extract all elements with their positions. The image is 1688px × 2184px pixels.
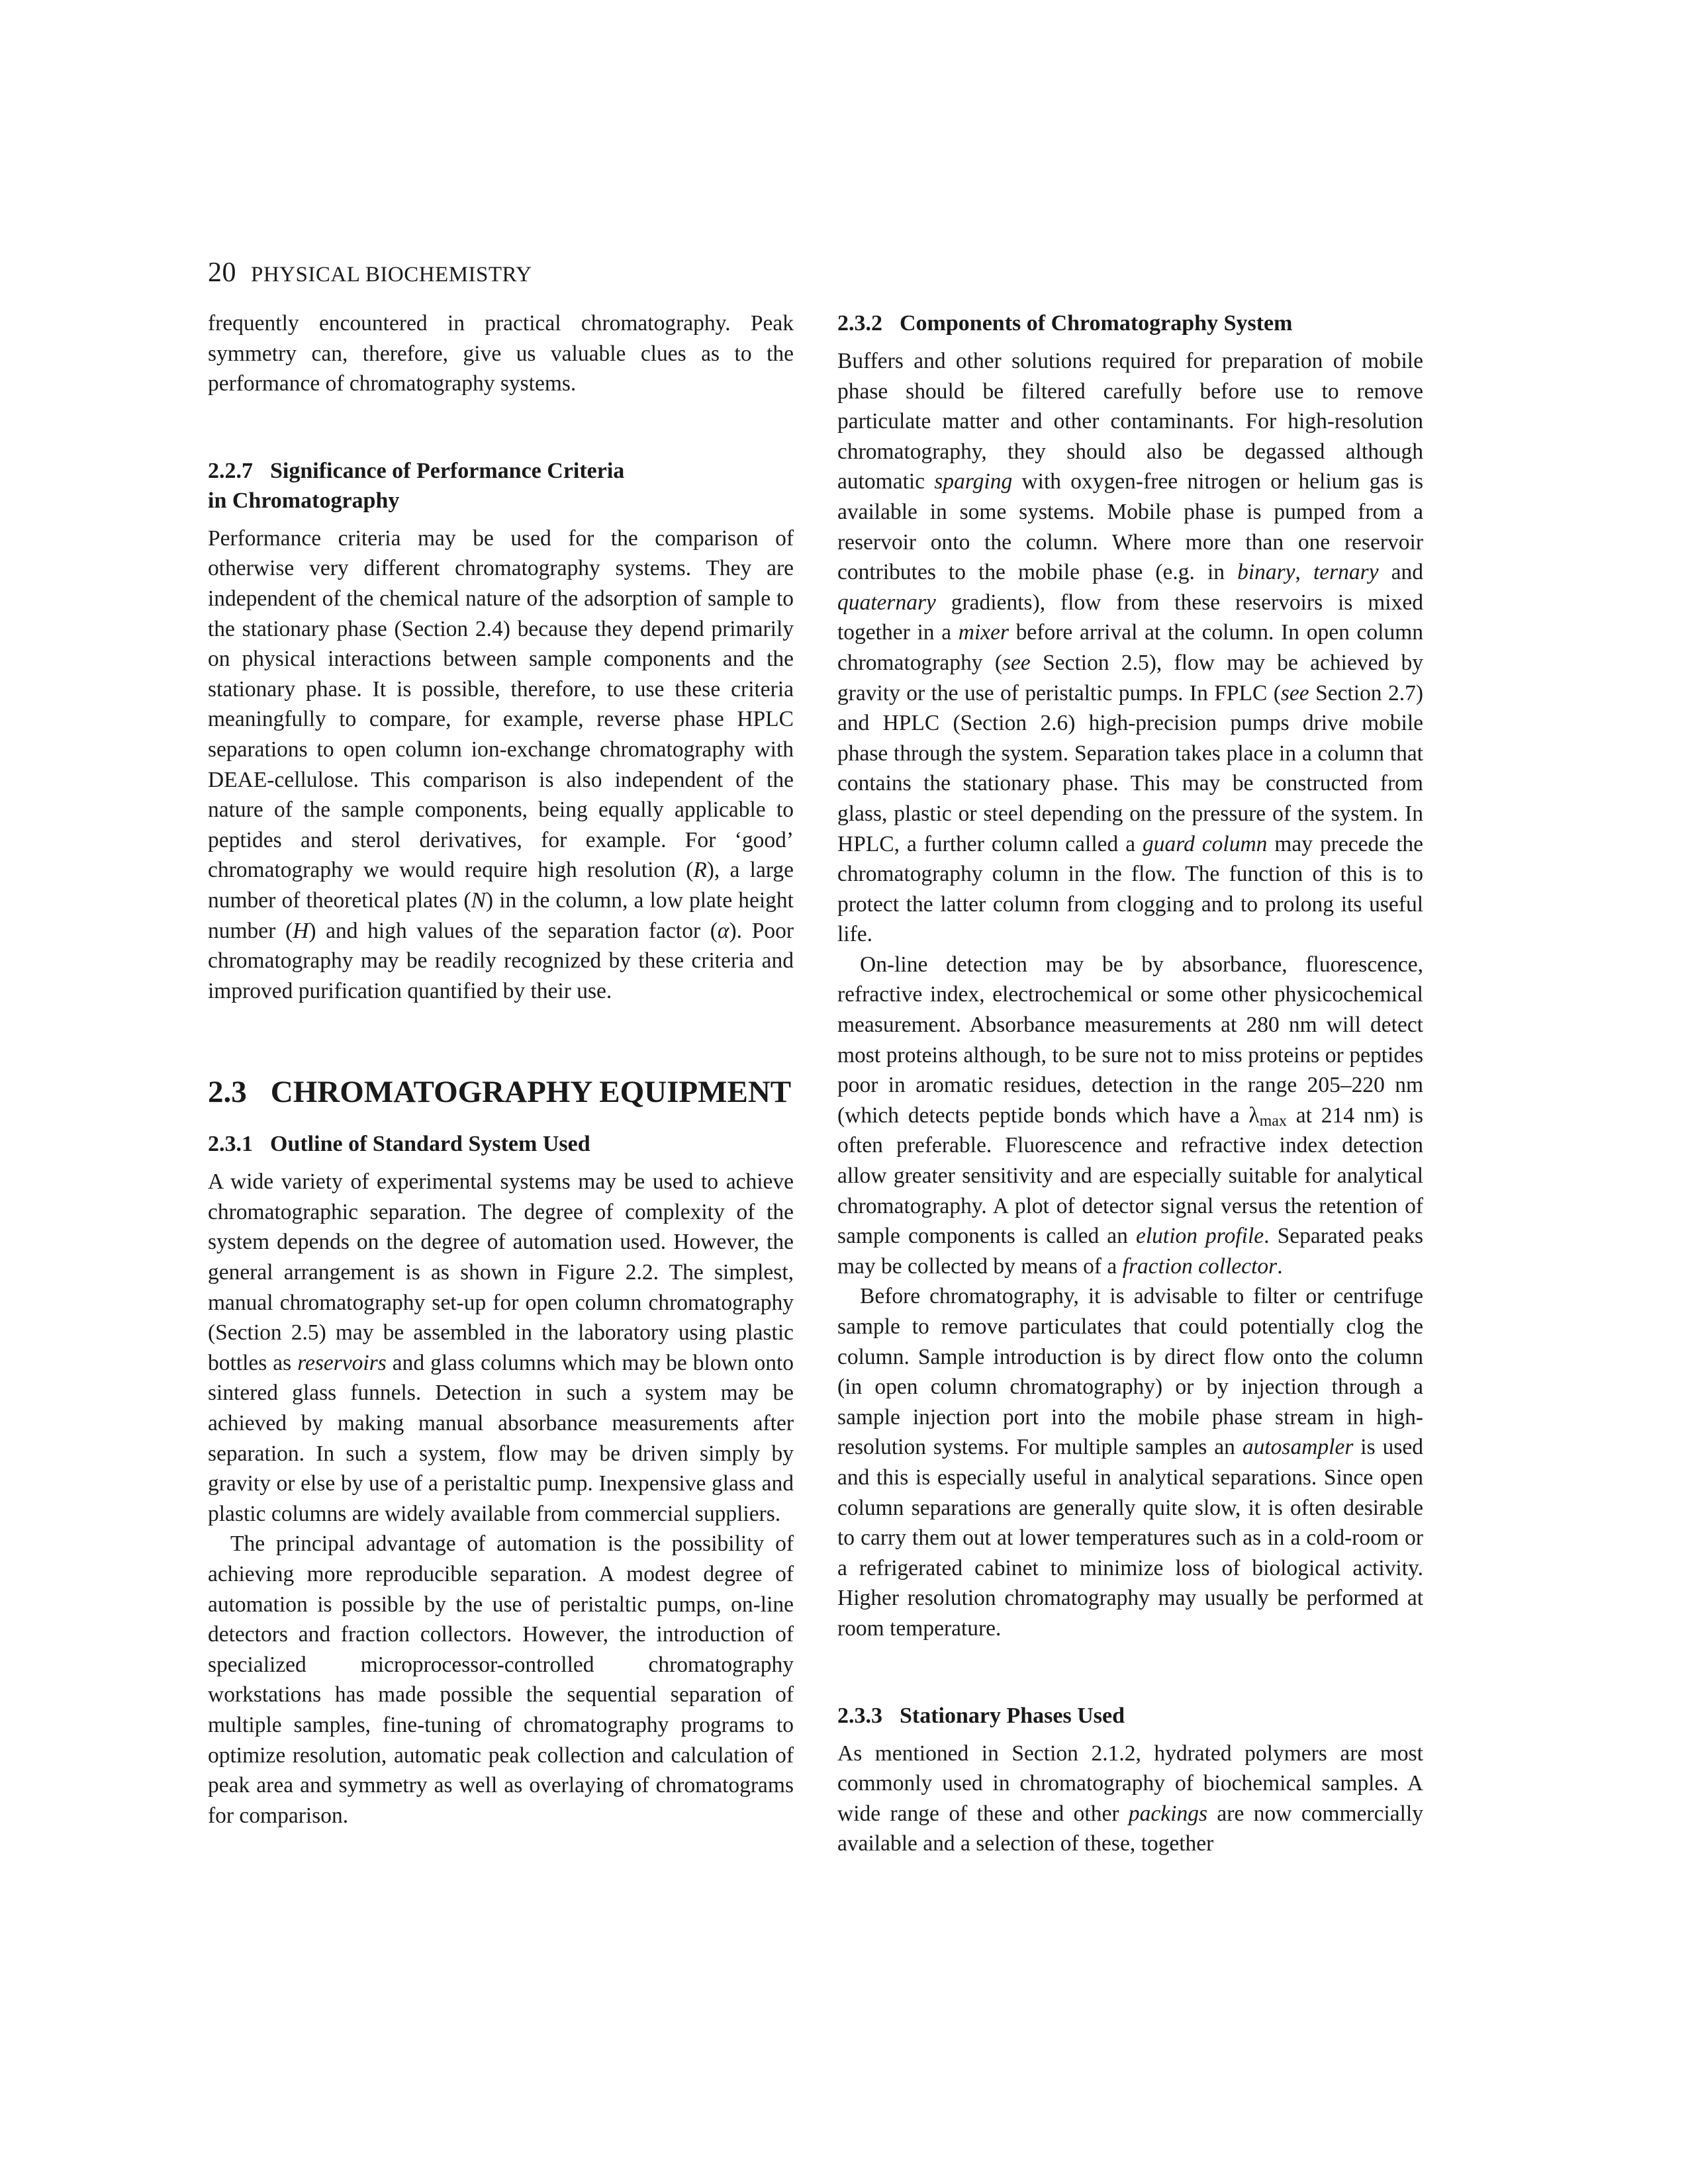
section-title: Stationary Phases Used [900, 1703, 1125, 1728]
math-H: H [293, 918, 309, 943]
term-sparging: sparging [934, 469, 1013, 494]
text-run: ) in the column, a low plate height number ( [208, 887, 794, 943]
subscript-max: max [1259, 1112, 1287, 1130]
running-head [208, 257, 532, 289]
section-number: 2.3.1 [208, 1132, 253, 1157]
text-run: . [1277, 1253, 1283, 1279]
text-run: are now commercially available and a selection of these, together [837, 1801, 1423, 1856]
text-run: A wide variety of experimental systems may be used to achieve chromatographic separation. The degree of complexity of the system depends on the degree of automation used. However, the general arrangement is as shown in Figure 2.2. The simplest, manual chromatography set-up for open column chromatography (Section 2.5) may be assembled in the laboratory using plastic bottles as [208, 1169, 794, 1375]
text-run: gradients), flow from these reservoirs is mixed together in a [837, 590, 1423, 645]
term-elution-profile: elution profile [1135, 1224, 1264, 1249]
paragraph-sample-introduction [837, 1281, 1423, 1643]
text-run: is used and this is especially useful in analytical separations. Since open column separations are generally quite slow, it is often desirable to carry them out at lower temperatures such as in a cold-room or a refrigerated cabinet to minimize loss of biological activity. Higher resolution chromatography may usually be performed at room temperature. [837, 1435, 1423, 1641]
text-run: ), a large number of theoretical plates ( [208, 858, 794, 913]
page-number: 20 [208, 257, 236, 288]
text-run: and [1378, 560, 1423, 585]
text-run: ). Poor chromatography may be readily recognized by these criteria and improved purification quantified by their use. [208, 918, 794, 1003]
running-title: PHYSICAL BIOCHEMISTRY [251, 263, 532, 287]
text-run: Before chromatography, it is advisable to filter or centrifuge sample to remove particulates that could potentially clog the column. Sample introduction is by direct flow onto the column (in open column chromatography) or by injection through a sample injection port into the mobile phase stream in high-resolution systems. For multiple samples an [837, 1284, 1423, 1460]
text-run: Performance criteria may be used for the comparison of otherwise very different chromatography systems. They are independent of the chemical nature of the adsorption of sample to the stationary phase (Section 2.4) because they depend primarily on physical interactions between sample components and the stationary phase. It is possible, therefore, to use these criteria meaningfully to compare, for example, reverse phase HPLC separations to open column ion-exchange chromatography with DEAE-cellulose. This comparison is also independent of the nature of the sample components, being equally applicable to peptides and sterol derivatives, for example. For ‘good’ chromatography we would require high resolution ( [208, 525, 794, 883]
section-number: 2.3.3 [837, 1703, 882, 1728]
section-title: CHROMATOGRAPHY EQUIPMENT [270, 1075, 792, 1110]
math-N: N [471, 887, 486, 913]
section-number: 2.3.2 [837, 311, 882, 336]
paragraph-components [837, 346, 1423, 950]
text-run: Buffers and other solutions required for preparation of mobile phase should be filtered carefully before use to remove particulate matter and other contaminants. For high-resolution chromatography, they should also be degassed although automatic [837, 349, 1423, 494]
term-see: see [1002, 650, 1031, 675]
paragraph-stationary-phases [837, 1739, 1423, 1859]
paragraph-continued: frequently encountered in practical chromatography. Peak symmetry can, therefore, give us valuable clues as to the performance of chromatography systems. [208, 311, 794, 396]
text-run: As mentioned in Section 2.1.2, hydrated polymers are most commonly used in chromatography of biochemical samples. A wide range of these and other [837, 1741, 1423, 1826]
text-run: at 214 nm) is often preferable. Fluorescence and refractive index detection allow greater sensitivity and are especially suitable for analytical chromatography. A plot of detector signal versus the retention of sample components is called an [837, 1103, 1423, 1249]
text-run: may precede the chromatography column in the flow. The function of this is to protect the latter column from clogging and to prolong its useful life. [837, 831, 1424, 947]
text-run: , [1295, 560, 1313, 585]
section-number: 2.3 [208, 1075, 247, 1110]
math-R: R [693, 858, 707, 883]
term-fraction-collector: fraction collector [1122, 1253, 1278, 1279]
paragraph-detection [837, 950, 1423, 1282]
section-title: Outline of Standard System Used [270, 1132, 590, 1157]
text-run: and glass columns which may be blown onto sintered glass funnels. Detection in such a system may be achieved by making manual absorbance measurements after separation. In such a system, flow may be driven simply by gravity or else by use of a peristaltic pump. Inexpensive glass and plastic columns are widely available from commercial suppliers. [208, 1350, 794, 1526]
term-binary: binary [1237, 560, 1295, 585]
term-autosampler: autosampler [1242, 1435, 1354, 1460]
text-run: On-line detection may be by absorbance, fluorescence, refractive index, electrochemical or some other physicochemical measurement. Absorbance measurements at 280 nm will detect most proteins although, to be sure not to miss proteins or peptides poor in aromatic residues, detection in the range 205–220 nm (which detects peptide bonds which have a λ [837, 952, 1423, 1128]
paragraph-performance-criteria [208, 523, 794, 1007]
text-run: before arrival at the column. In open column chromatography ( [837, 620, 1424, 675]
term-packings: packings [1128, 1801, 1208, 1826]
text-run: Section 2.5), flow may be achieved by gravity or the use of peristaltic pumps. In FPLC ( [837, 650, 1423, 705]
text-run: . Separated peaks may be collected by means of a [837, 1224, 1423, 1279]
paragraph-automation: The principal advantage of automation is the possibility of achieving more reproducible separation. A modest degree of automation is possible by the use of peristaltic pumps, on-line detectors and fraction collectors. However, the introduction of specialized microprocessor-controlled chromatography workstations has made possible the sequential separation of multiple samples, fine-tuning of chromatography programs to optimize resolution, automatic peak collection and calculation of peak area and symmetry as well as overlaying of chromatograms for comparison. [208, 1531, 794, 1828]
paragraph-standard-system [208, 1167, 794, 1529]
section-title: Components of Chromatography System [900, 311, 1293, 336]
term-mixer: mixer [958, 620, 1009, 645]
heading-2-2-7 [208, 456, 794, 516]
term-guard-column: guard column [1143, 831, 1268, 856]
heading-2-3-3 [837, 1701, 1423, 1731]
heading-2-3 [208, 1073, 794, 1111]
term-reservoirs: reservoirs [297, 1350, 387, 1375]
text-run: with oxygen-free nitrogen or helium gas is available in some systems. Mobile phase is pumped from a reservoir onto the column. Where more than one reservoir contributes to the mobile phase (e.g. in [837, 469, 1423, 585]
term-quaternary: quaternary [837, 590, 936, 615]
heading-2-3-1 [208, 1129, 794, 1159]
section-number: 2.2.7 [208, 458, 253, 483]
heading-2-3-2 [837, 308, 1423, 338]
term-see: see [1280, 680, 1309, 705]
term-ternary: ternary [1313, 560, 1379, 585]
left-column [208, 308, 794, 1831]
math-alpha: α [717, 918, 729, 943]
right-column [837, 308, 1423, 1859]
text-run: ) and high values of the separation factor ( [308, 918, 718, 943]
section-title-line1: Significance of Performance Criteria [270, 458, 625, 483]
section-title-line2: in Chromatography [208, 488, 400, 513]
text-run: Section 2.7) and HPLC (Section 2.6) high-precision pumps drive mobile phase through the system. Separation takes place in a column that contains the stationary phase. This may be constructed from glass, plastic or steel depending on the pressure of the system. In HPLC, a further column called a [837, 680, 1423, 856]
